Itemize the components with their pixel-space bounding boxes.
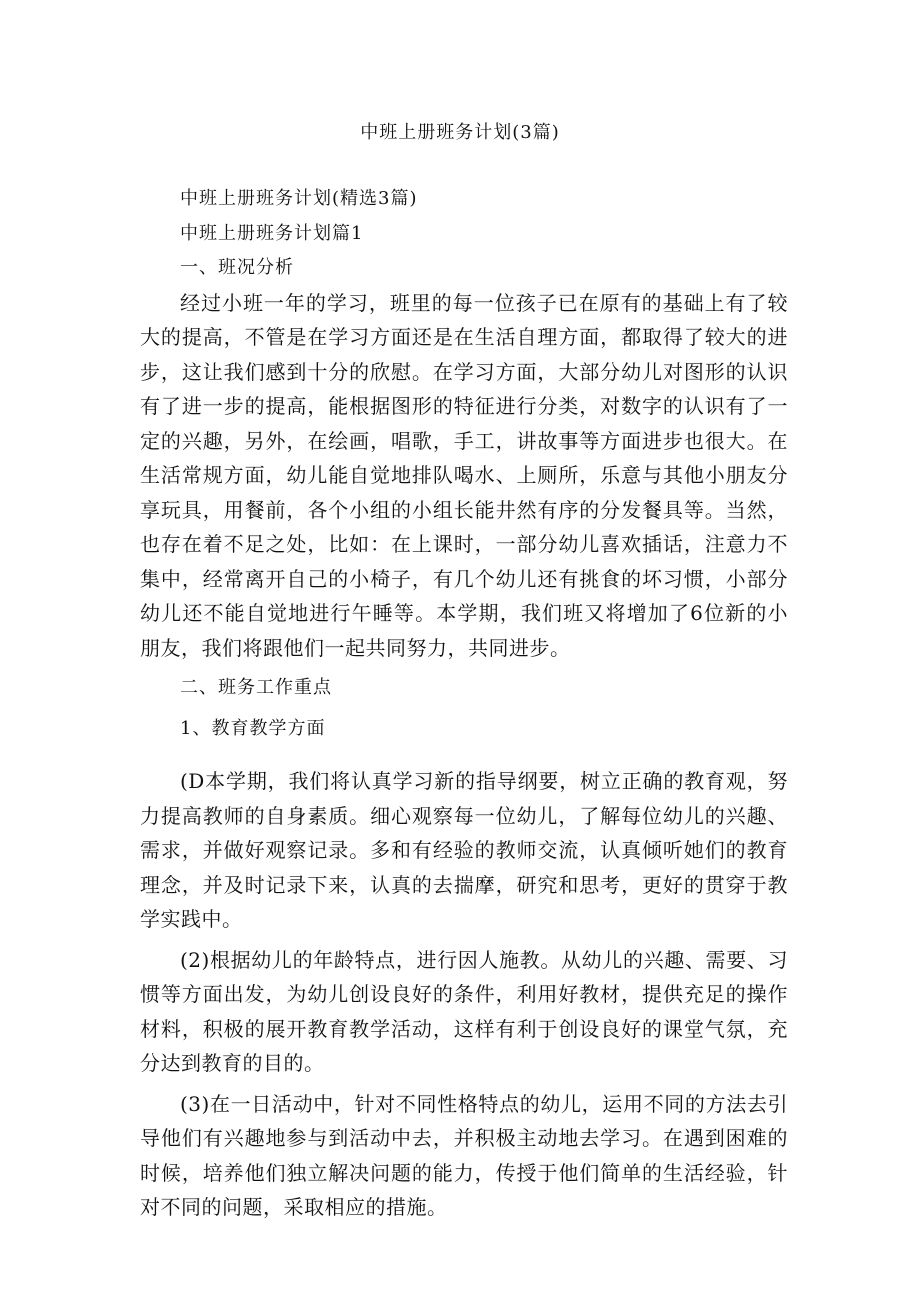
section1-paragraph: 经过小班一年的学习，班里的每一位孩子已在原有的基础上有了较大的提高，不管是在学习方面还是在生活自理方面，都取得了较大的进步，这让我们感到十分的欣慰。在学习方面，大部分幼儿对图形的认识有了进一步的提高，能根据图形的特征进行分类，对数字的认识有了一定的兴趣，另外，在绘画，唱歌，手工，讲故事等方面进步也很大。在生活常规方面，幼儿能自觉地排队喝水、上厕所，乐意与其他小朋友分享玩具，用餐前，各个小组的小组长能井然有序的分发餐具等。当然，也存在着不足之处，比如：在上课时，一部分幼儿喜欢插话，注意力不集中，经常离开自己的小椅子，有几个幼儿还有挑食的坏习惯，小部分幼儿还不能自觉地进行午睡等。本学期，我们班又将增加了6位新的小朋友，我们将跟他们一起共同努力，共同进步。 — [140, 290, 788, 660]
item2-paragraph: (2)根据幼儿的年龄特点，进行因人施教。从幼儿的兴趣、需要、习惯等方面出发，为幼儿创设良好的条件，利用好教材，提供充足的操作材料，积极的展开教育教学活动，这样有利于创设良好的课堂气氛，充分达到教育的目的。 — [140, 947, 788, 1075]
section2-heading: 二、班务工作重点 — [180, 677, 332, 698]
item3-paragraph: (3)在一日活动中，针对不同性格特点的幼儿，运用不同的方法去引导他们有兴趣地参与到活动中去，并积极主动地去学习。在遇到困难的时候，培养他们独立解决问题的能力，传授于他们简单的生活经验，针对不同的问题，采取相应的措施。 — [140, 1091, 788, 1219]
section1-heading: 一、班况分析 — [180, 257, 294, 278]
subsection1-heading: 1、教育教学方面 — [180, 717, 326, 739]
document-subtitle: 中班上册班务计划(精选3篇) — [180, 188, 418, 209]
document-title: 中班上册班务计划(3篇) — [360, 122, 560, 143]
document-body — [140, 182, 788, 1225]
part-heading: 中班上册班务计划篇1 — [180, 222, 364, 244]
item1-paragraph: (D本学期，我们将认真学习新的指导纲要，树立正确的教育观，努力提高教师的自身素质。细心观察每一位幼儿，了解每位幼儿的兴趣、需求，并做好观察记录。多和有经验的教师交流，认真倾听她们的教育理念，并及时记录下来，认真的去揣摩，研究和思考，更好的贯穿于教学实践中。 — [140, 769, 788, 931]
